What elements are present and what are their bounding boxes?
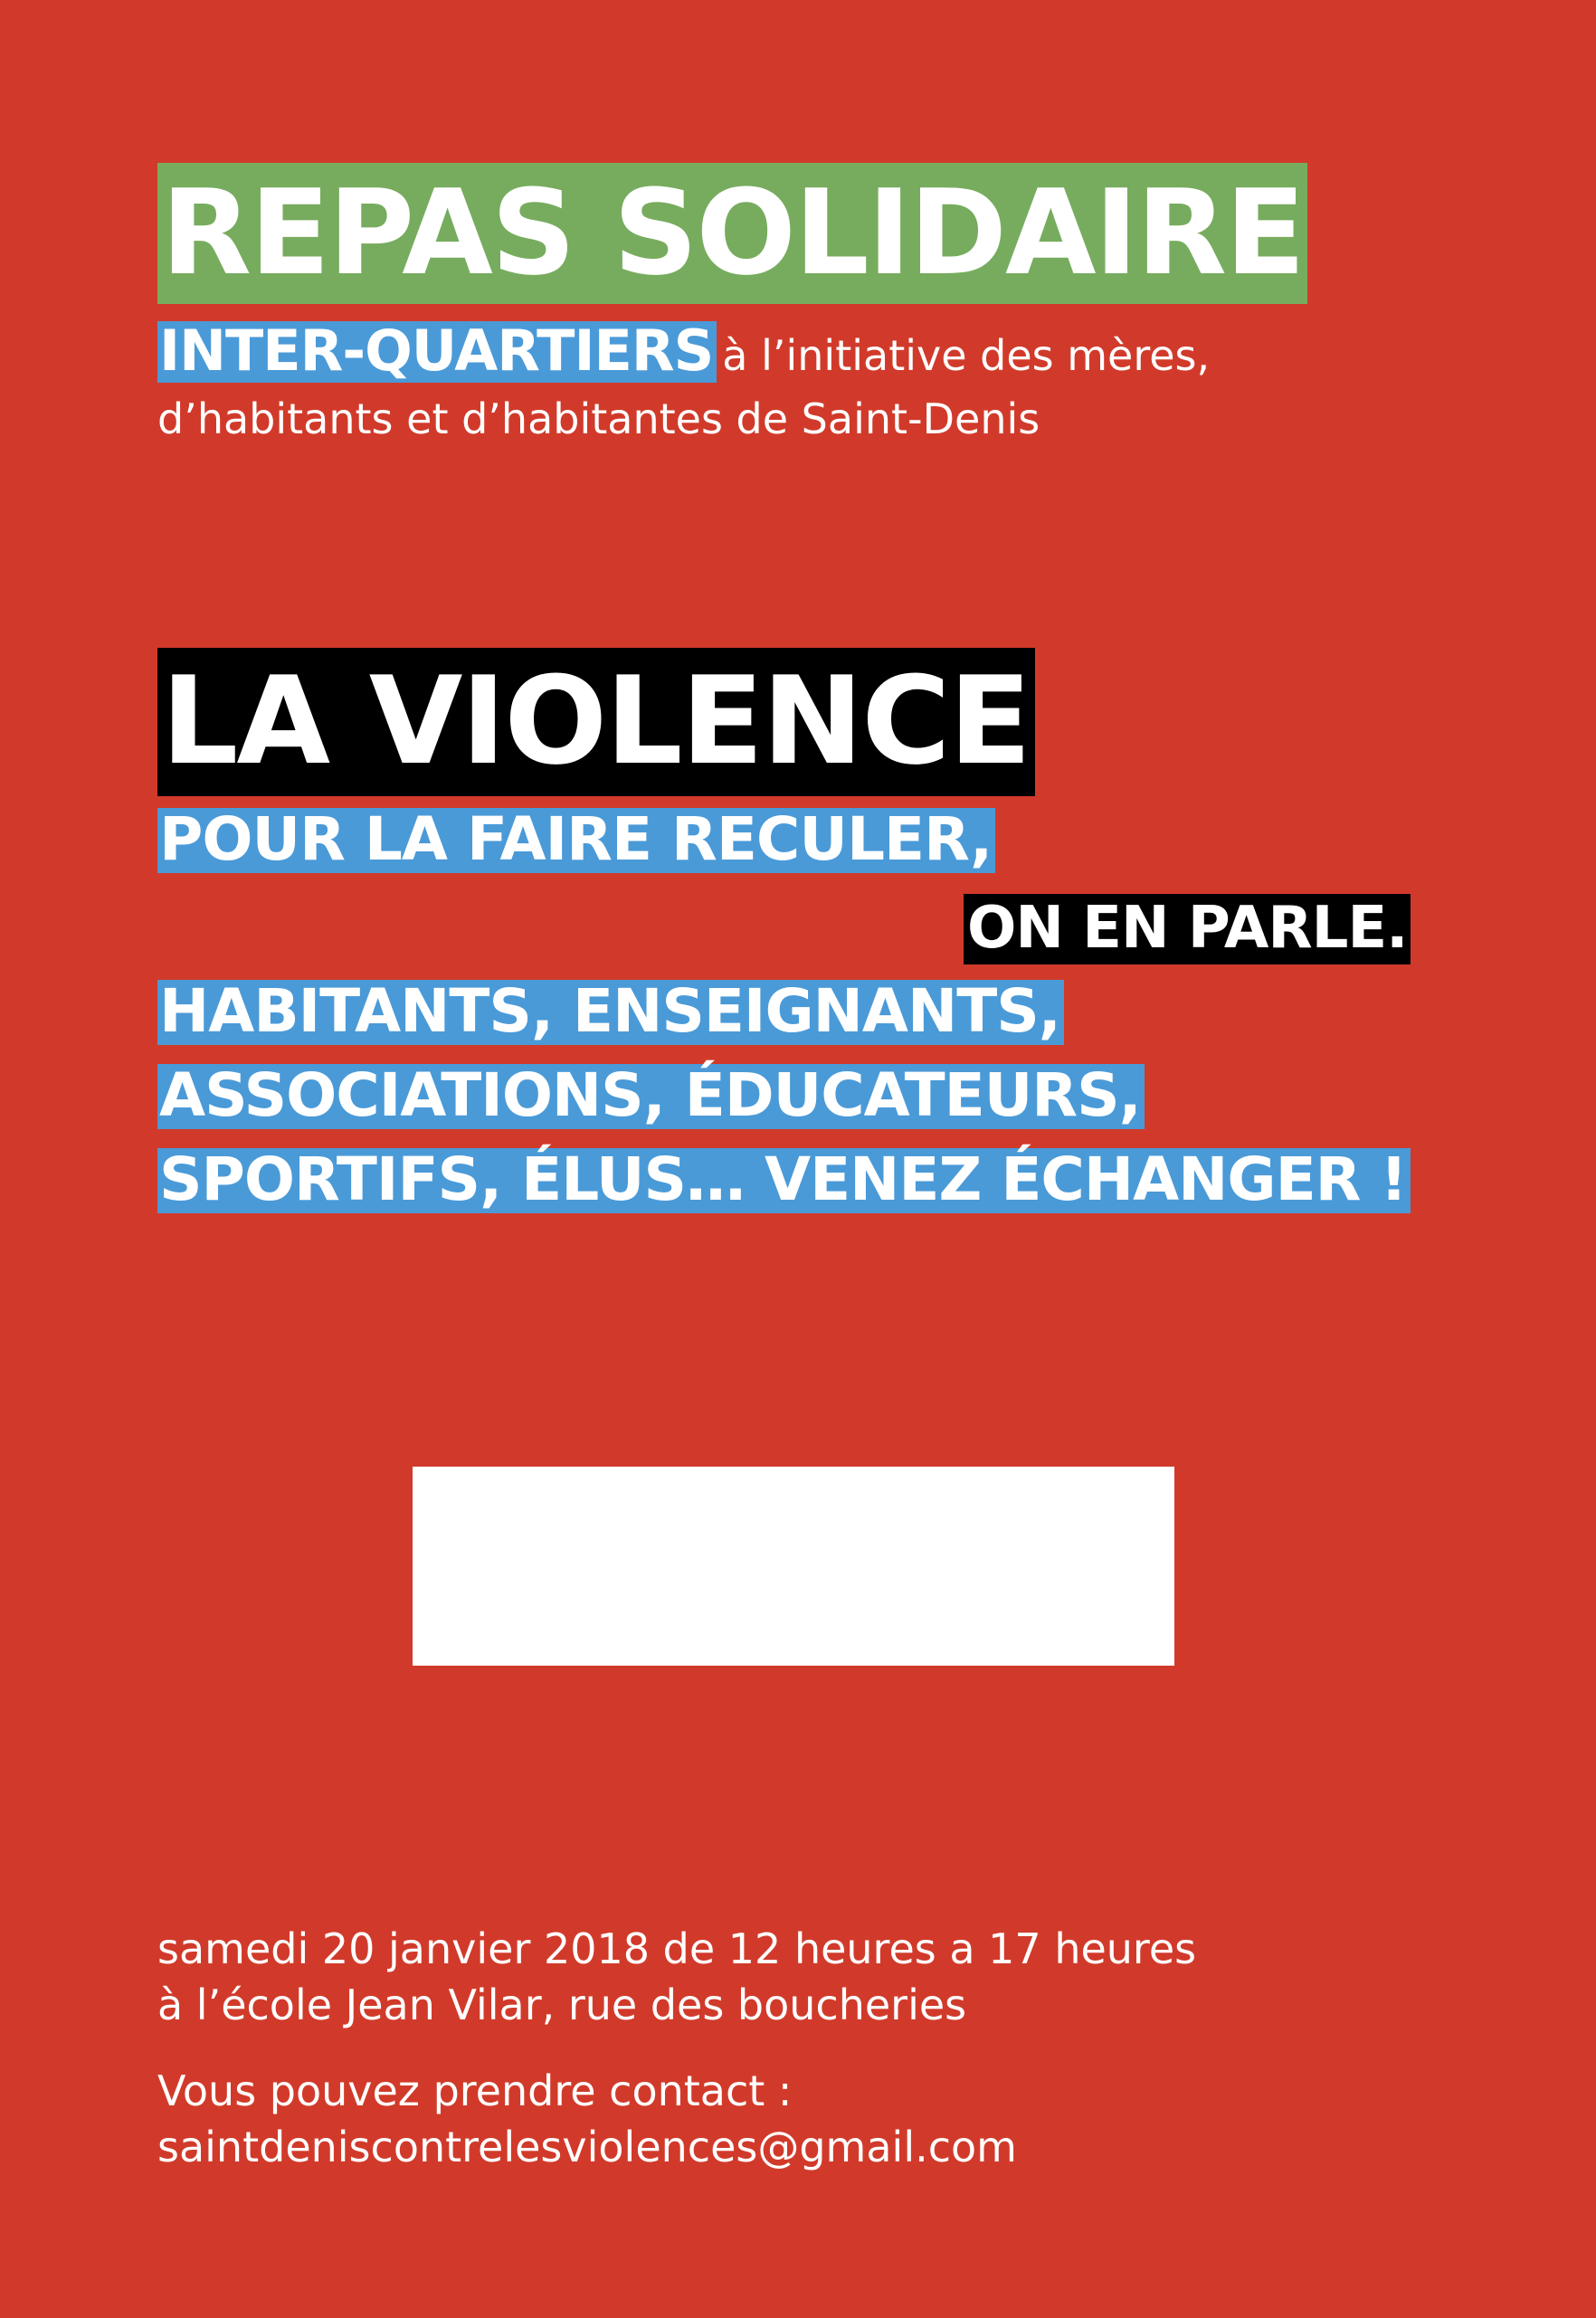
contact-label: Vous pouvez prendre contact :: [157, 2066, 793, 2115]
event-date: samedi 20 janvier 2018 de 12 heures a 17 heures: [157, 1924, 1197, 1973]
poster-title: REPAS SOLIDAIRE: [157, 163, 1307, 304]
initiative-text-2: d’habitants et d’habitantes de Saint-Denis: [157, 394, 1040, 443]
contact-email[interactable]: saintdeniscontrelesviolences@gmail.com: [157, 2123, 1017, 2171]
call-line-1: HABITANTS, ENSEIGNANTS,: [157, 980, 1064, 1045]
call-line-2: ASSOCIATIONS, ÉDUCATEURS,: [157, 1064, 1145, 1129]
call-line-3: SPORTIFS, ÉLUS… VENEZ ÉCHANGER !: [157, 1148, 1411, 1213]
tagline-on-en-parle: ON EN PARLE.: [964, 894, 1411, 964]
inter-quartiers-highlight: INTER-QUARTIERS: [157, 321, 717, 383]
headline-violence: LA VIOLENCE: [157, 648, 1035, 796]
event-location: à l’école Jean Vilar, rue des boucheries: [157, 1981, 967, 2029]
initiative-text-1: à l’initiative des mères,: [722, 331, 1211, 380]
initiative-line-1: [157, 318, 1211, 384]
tagline-reculer: POUR LA FAIRE RECULER,: [157, 808, 995, 873]
logo-placeholder-box: [413, 1467, 1174, 1666]
